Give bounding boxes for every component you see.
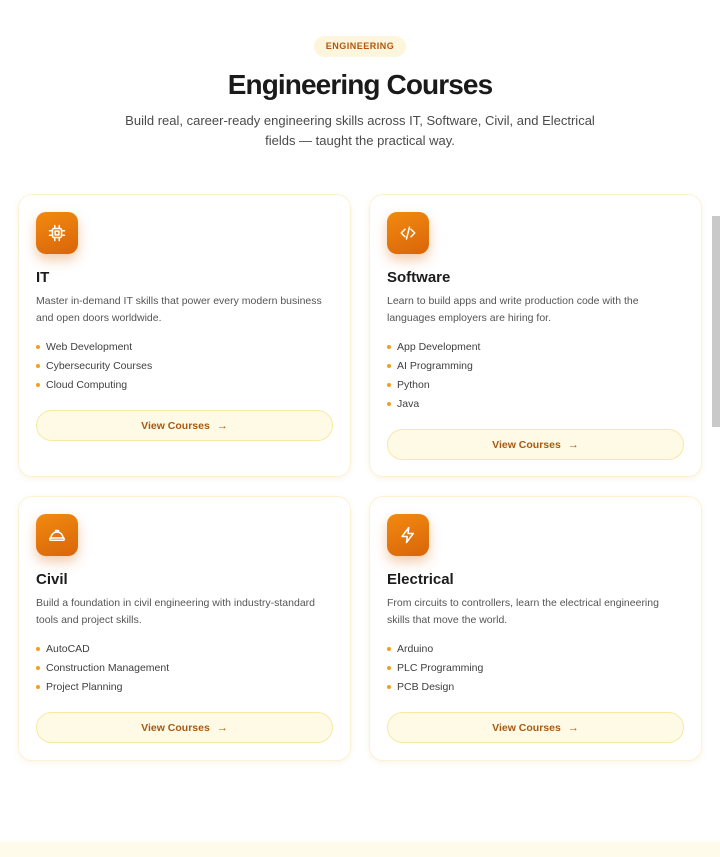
lightning-icon [387,514,429,556]
scrollbar-thumb[interactable] [712,216,720,427]
list-item: Cloud Computing [36,376,152,395]
course-card-software [369,194,702,477]
list-item: Python [387,376,480,395]
next-section-edge [0,842,720,857]
card-topic-list [36,640,169,697]
button-label: View Courses [141,721,210,734]
course-card-electrical [369,496,702,761]
page-title: Engineering Courses [227,69,493,100]
card-topic-list [387,640,483,697]
arrow-right-icon: → [567,721,579,734]
list-item: PCB Design [387,678,483,697]
arrow-right-icon: → [567,438,579,451]
card-title: Electrical [387,571,454,588]
view-courses-button-software[interactable] [387,429,684,460]
view-courses-button-electrical[interactable] [387,712,684,743]
hard-hat-icon [36,514,78,556]
card-topic-list [36,338,152,395]
arrow-right-icon: → [216,721,228,734]
card-title: IT [36,269,50,286]
card-title: Civil [36,571,68,588]
list-item: AI Programming [387,357,480,376]
list-item: Web Development [36,338,152,357]
page-subtitle: Build real, career-ready engineering skills across IT, Software, Civil, and Electrical fields — taught the practical way. [125,113,595,148]
button-label: View Courses [492,438,561,451]
list-item: Cybersecurity Courses [36,357,152,376]
button-label: View Courses [492,721,561,734]
code-icon [387,212,429,254]
list-item: App Development [387,338,480,357]
list-item: Arduino [387,640,483,659]
arrow-right-icon: → [216,419,228,432]
list-item: PLC Programming [387,659,483,678]
list-item: AutoCAD [36,640,169,659]
card-title: Software [387,269,451,286]
list-item: Construction Management [36,659,169,678]
course-card-it [18,194,351,477]
card-description: From circuits to controllers, learn the electrical engineering skills that move the world. [387,597,659,626]
list-item: Java [387,395,480,414]
view-courses-button-civil[interactable] [36,712,333,743]
card-description: Master in-demand IT skills that power every modern business and open doors worldwide. [36,295,322,324]
card-description: Learn to build apps and write production code with the languages employers are hiring for. [387,295,639,324]
button-label: View Courses [141,419,210,432]
section-badge-wrap [0,36,720,57]
card-topic-list [387,338,480,414]
chip-icon [36,212,78,254]
view-courses-button-it[interactable] [36,410,333,441]
course-card-civil [18,496,351,761]
list-item: Project Planning [36,678,169,697]
section-badge: ENGINEERING [314,36,407,57]
card-description: Build a foundation in civil engineering with industry-standard tools and project skills. [36,597,315,626]
